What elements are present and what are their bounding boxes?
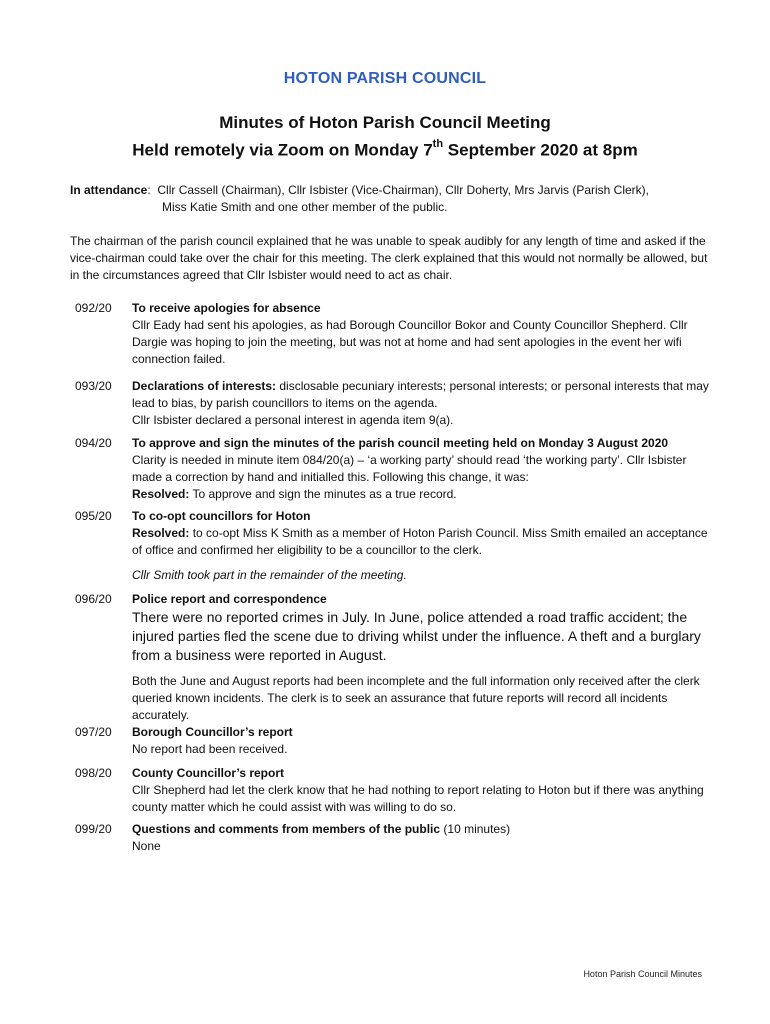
item-heading: County Councillor’s report xyxy=(132,766,285,780)
item-number: 099/20 xyxy=(75,822,112,836)
item-text: No report had been received. xyxy=(132,742,288,756)
attendance-line2: Miss Katie Smith and one other member of the public. xyxy=(162,200,448,214)
item-number: 098/20 xyxy=(75,766,112,780)
item-number: 094/20 xyxy=(75,436,112,450)
item-text: None xyxy=(132,839,161,853)
item-text-large: There were no reported crimes in July. In June, police attended a road traffic accident; the injured parties fled the scene due to driving whilst under the influence. A theft and a burglary from a business were reported in August. xyxy=(132,609,701,663)
document-title: Minutes of Hoton Parish Council Meeting xyxy=(219,113,551,132)
item-number: 097/20 xyxy=(75,725,112,739)
item-heading: Questions and comments from members of the public xyxy=(132,822,441,836)
item-number: 093/20 xyxy=(75,379,112,393)
attendance-line1: Cllr Cassell (Chairman), Cllr Isbister (Vice-Chairman), Cllr Doherty, Mrs Jarvis (Parish Clerk), xyxy=(157,183,649,197)
meeting-subtitle xyxy=(0,140,770,161)
attendance-label: In attendance xyxy=(70,183,148,197)
item-text: Cllr Shepherd had let the clerk know that he had nothing to report relating to Hoton but if there was anything county matter which he could assist with was willing to do so. xyxy=(132,783,704,814)
council-name: HOTON PARISH COUNCIL xyxy=(283,70,487,87)
item-number: 096/20 xyxy=(75,592,112,606)
subtitle-post: September 2020 at 8pm xyxy=(443,140,638,160)
item-heading: To co-opt councillors for Hoton xyxy=(132,509,311,523)
page-footer: Hoton Parish Council Minutes xyxy=(583,969,702,979)
item-heading-rest: (10 minutes) xyxy=(440,822,511,836)
item-heading: Police report and correspondence xyxy=(132,592,327,606)
item-heading: Borough Councillor’s report xyxy=(132,725,293,739)
item-heading-rest: disclosable pecuniary interests; personal interests; or personal interests that may lead to bias, by parish councillors to items on the agenda. xyxy=(132,379,709,410)
subtitle-pre: Held remotely via Zoom on Monday 7 xyxy=(132,140,433,160)
item-text: Both the June and August reports had been incomplete and the full information only received after the clerk queried known incidents. The clerk is to seek an assurance that future reports will record all incidents accurately. xyxy=(132,674,700,722)
resolved-label: Resolved: xyxy=(132,487,190,501)
item-text: Cllr Eady had sent his apologies, as had Borough Councillor Bokor and County Councillor Shepherd. Cllr Dargie was hoping to join the meeting, but was not at home and had sent apologies in the event her wifi connection failed. xyxy=(132,318,688,366)
item-number: 092/20 xyxy=(75,301,112,315)
resolved-text: to co-opt Miss K Smith as a member of Hoton Parish Council. Miss Smith emailed an acceptance of office and confirmed her eligibility to be a councillor to the clerk. xyxy=(132,526,708,557)
subtitle-sup: th xyxy=(432,138,444,150)
resolved-text: To approve and sign the minutes as a true record. xyxy=(189,487,457,501)
item-number: 095/20 xyxy=(75,509,112,523)
item-text: Clarity is needed in minute item 084/20(a) – ‘a working party’ should read ‘the working party’. Cllr Isbister made a correction by hand and initialled this. Following this change, it was: xyxy=(132,453,687,484)
item-heading: Declarations of interests: xyxy=(132,379,277,393)
intro-paragraph: The chairman of the parish council explained that he was unable to speak audibly for any length of time and asked if the vice-chairman could take over the chair for this meeting. The clerk explained that this would not normally be allowed, but in the circumstances agreed that Cllr Isbister would need to act as chair. xyxy=(70,234,708,282)
item-heading: To receive apologies for absence xyxy=(132,301,321,315)
attendance-block: In attendance: Cllr Cassell (Chairman), Cllr Isbister (Vice-Chairman), Cllr Doherty, Mrs Jarvis (Parish Clerk), Miss Katie Smith and one other member of the public. xyxy=(70,182,710,216)
item-heading: To approve and sign the minutes of the parish council meeting held on Monday 3 August 2020 xyxy=(132,436,669,450)
item-note: Cllr Smith took part in the remainder of the meeting. xyxy=(132,568,407,582)
item-text: Cllr Isbister declared a personal interest in agenda item 9(a). xyxy=(132,413,454,427)
resolved-label: Resolved: xyxy=(132,526,190,540)
